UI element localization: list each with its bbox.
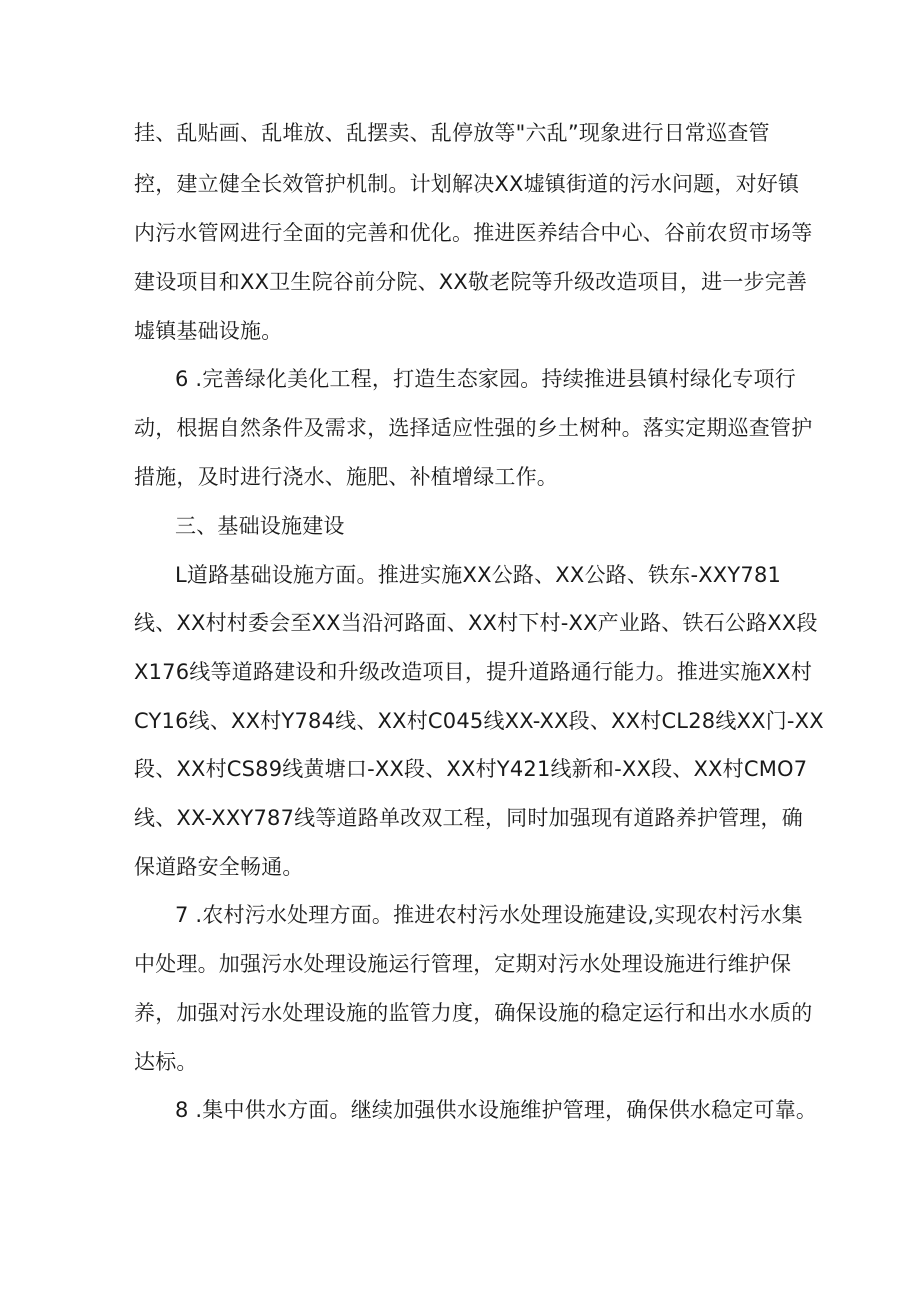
text-line-8: 措施，及时进行浇水、施肥、补植增绿工作。 xyxy=(134,465,558,489)
text-line-1: 挂、乱贴画、乱堆放、乱摆卖、乱停放等"六乱”现象进行日常巡查管 xyxy=(134,121,770,145)
text-line-4: 建设项目和XX卫生院谷前分院、XX敬老院等升级改造项目，进一步完善 xyxy=(134,270,808,294)
text-line-13: CY16线、XX村Y784线、XX村C045线XX-XX段、XX村CL28线XX门-XX xyxy=(134,709,824,733)
text-line-7: 动，根据自然条件及需求，选择适应性强的乡土树种。落实定期巡查管护 xyxy=(134,416,813,440)
text-line-12: X176线等道路建设和升级改造项目，提升道路通行能力。推进实施XX村 xyxy=(134,660,813,684)
text-line-16: 保道路安全畅通。 xyxy=(134,855,304,879)
text-line-3: 内污水管网进行全面的完善和优化。推进医养结合中心、谷前农贸市场等 xyxy=(134,221,813,245)
text-line-21: 8 .集中供水方面。继续加强供水设施维护管理，确保供水稳定可靠。 xyxy=(175,1098,818,1122)
text-line-20: 达标。 xyxy=(134,1050,198,1074)
text-line-19: 养，加强对污水处理设施的监管力度，确保设施的稳定运行和出水水质的 xyxy=(134,1001,813,1025)
text-line-14: 段、XX村CS89线黄塘口-XX段、XX村Y421线新和-XX段、XX村CMO7 xyxy=(134,757,808,781)
text-line-18: 中处理。加强污水处理设施运行管理，定期对污水处理设施进行维护保 xyxy=(134,952,792,976)
section-heading: 三、基础设施建设 xyxy=(175,514,345,538)
text-line-10: L道路基础设施方面。推进实施XX公路、XX公路、铁东-XXY781 xyxy=(175,563,782,587)
text-line-17: 7 .农村污水处理方面。推进农村污水处理设施建设,实现农村污水集 xyxy=(175,903,803,927)
text-line-15: 线、XX-XXY787线等道路单改双工程，同时加强现有道路养护管理，确 xyxy=(134,806,803,830)
text-line-11: 线、XX村村委会至XX当沿河路面、XX村下村-XX产业路、铁石公路XX段 xyxy=(134,611,818,635)
text-line-5: 墟镇基础设施。 xyxy=(134,319,283,343)
text-line-2: 控，建立健全长效管护机制。计划解决XX墟镇街道的污水问题，对好镇 xyxy=(134,172,800,196)
text-line-6: 6 .完善绿化美化工程，打造生态家园。持续推进县镇村绿化专项行 xyxy=(175,367,796,391)
